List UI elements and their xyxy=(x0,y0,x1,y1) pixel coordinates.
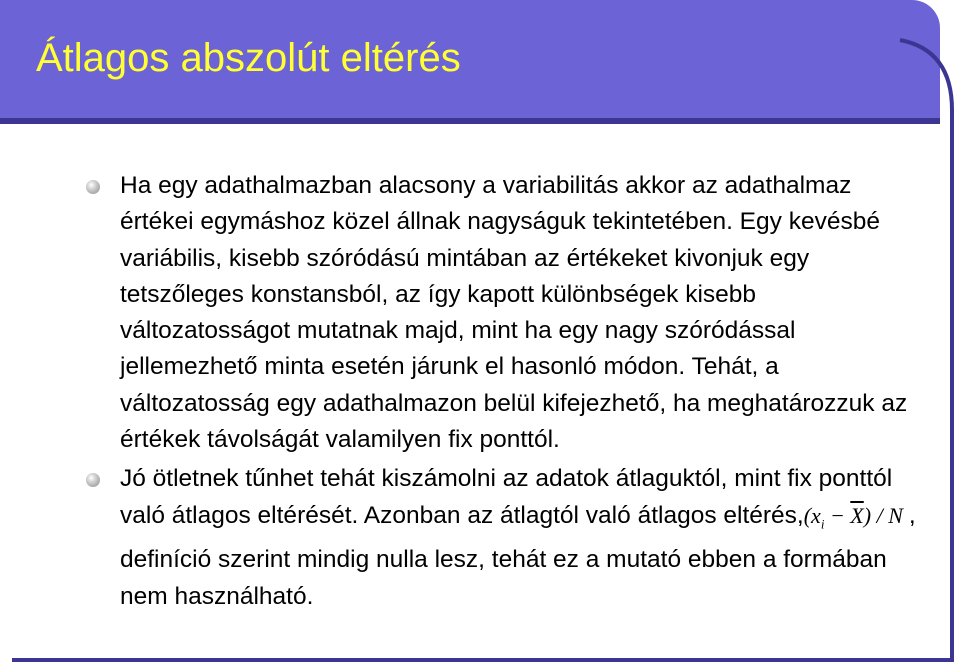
bullet-icon xyxy=(86,180,100,194)
bullet-text-after: , definíció szerint mindig nulla lesz, tehát ez a mutató ebben a formában nem használható. xyxy=(120,501,916,610)
bullet-text: Ha egy adathalmazban alacsony a variabilitás akkor az adathalmaz értékei egymáshoz közel állnak nagyságuk tekintetében. Egy kevésbé variábilis, kisebb szóródású mintában az értékeket kivonjuk egy tetszőleges konstansból, az így kapott különbségek kisebb változatosságot mutatnak majd, mint ha egy nagy szóródással jellemezhető minta esetén járunk el hasonló módon. Tehát, a változatosság egy adathalmazon belül kifejezhető, ha meghatározzuk az értékek távolságát valamilyen fix ponttól. xyxy=(120,172,908,454)
bullet-icon xyxy=(86,473,100,487)
bullet-text-before: Jó ötletnek tűnhet tehát kiszámolni az adatok átlaguktól, mint fix ponttól való átlagos eltérését. Azonban az átlagtól való átlagos eltérés, xyxy=(120,465,893,529)
slide-content xyxy=(86,168,926,615)
mean-deviation-formula: $(x_i - \overline{X}) / N$ xyxy=(803,502,903,532)
bullet-item-mean-deviation xyxy=(86,461,926,615)
bullet-item-variability xyxy=(86,168,926,458)
slide-title: Átlagos abszolút eltérés xyxy=(36,36,461,80)
